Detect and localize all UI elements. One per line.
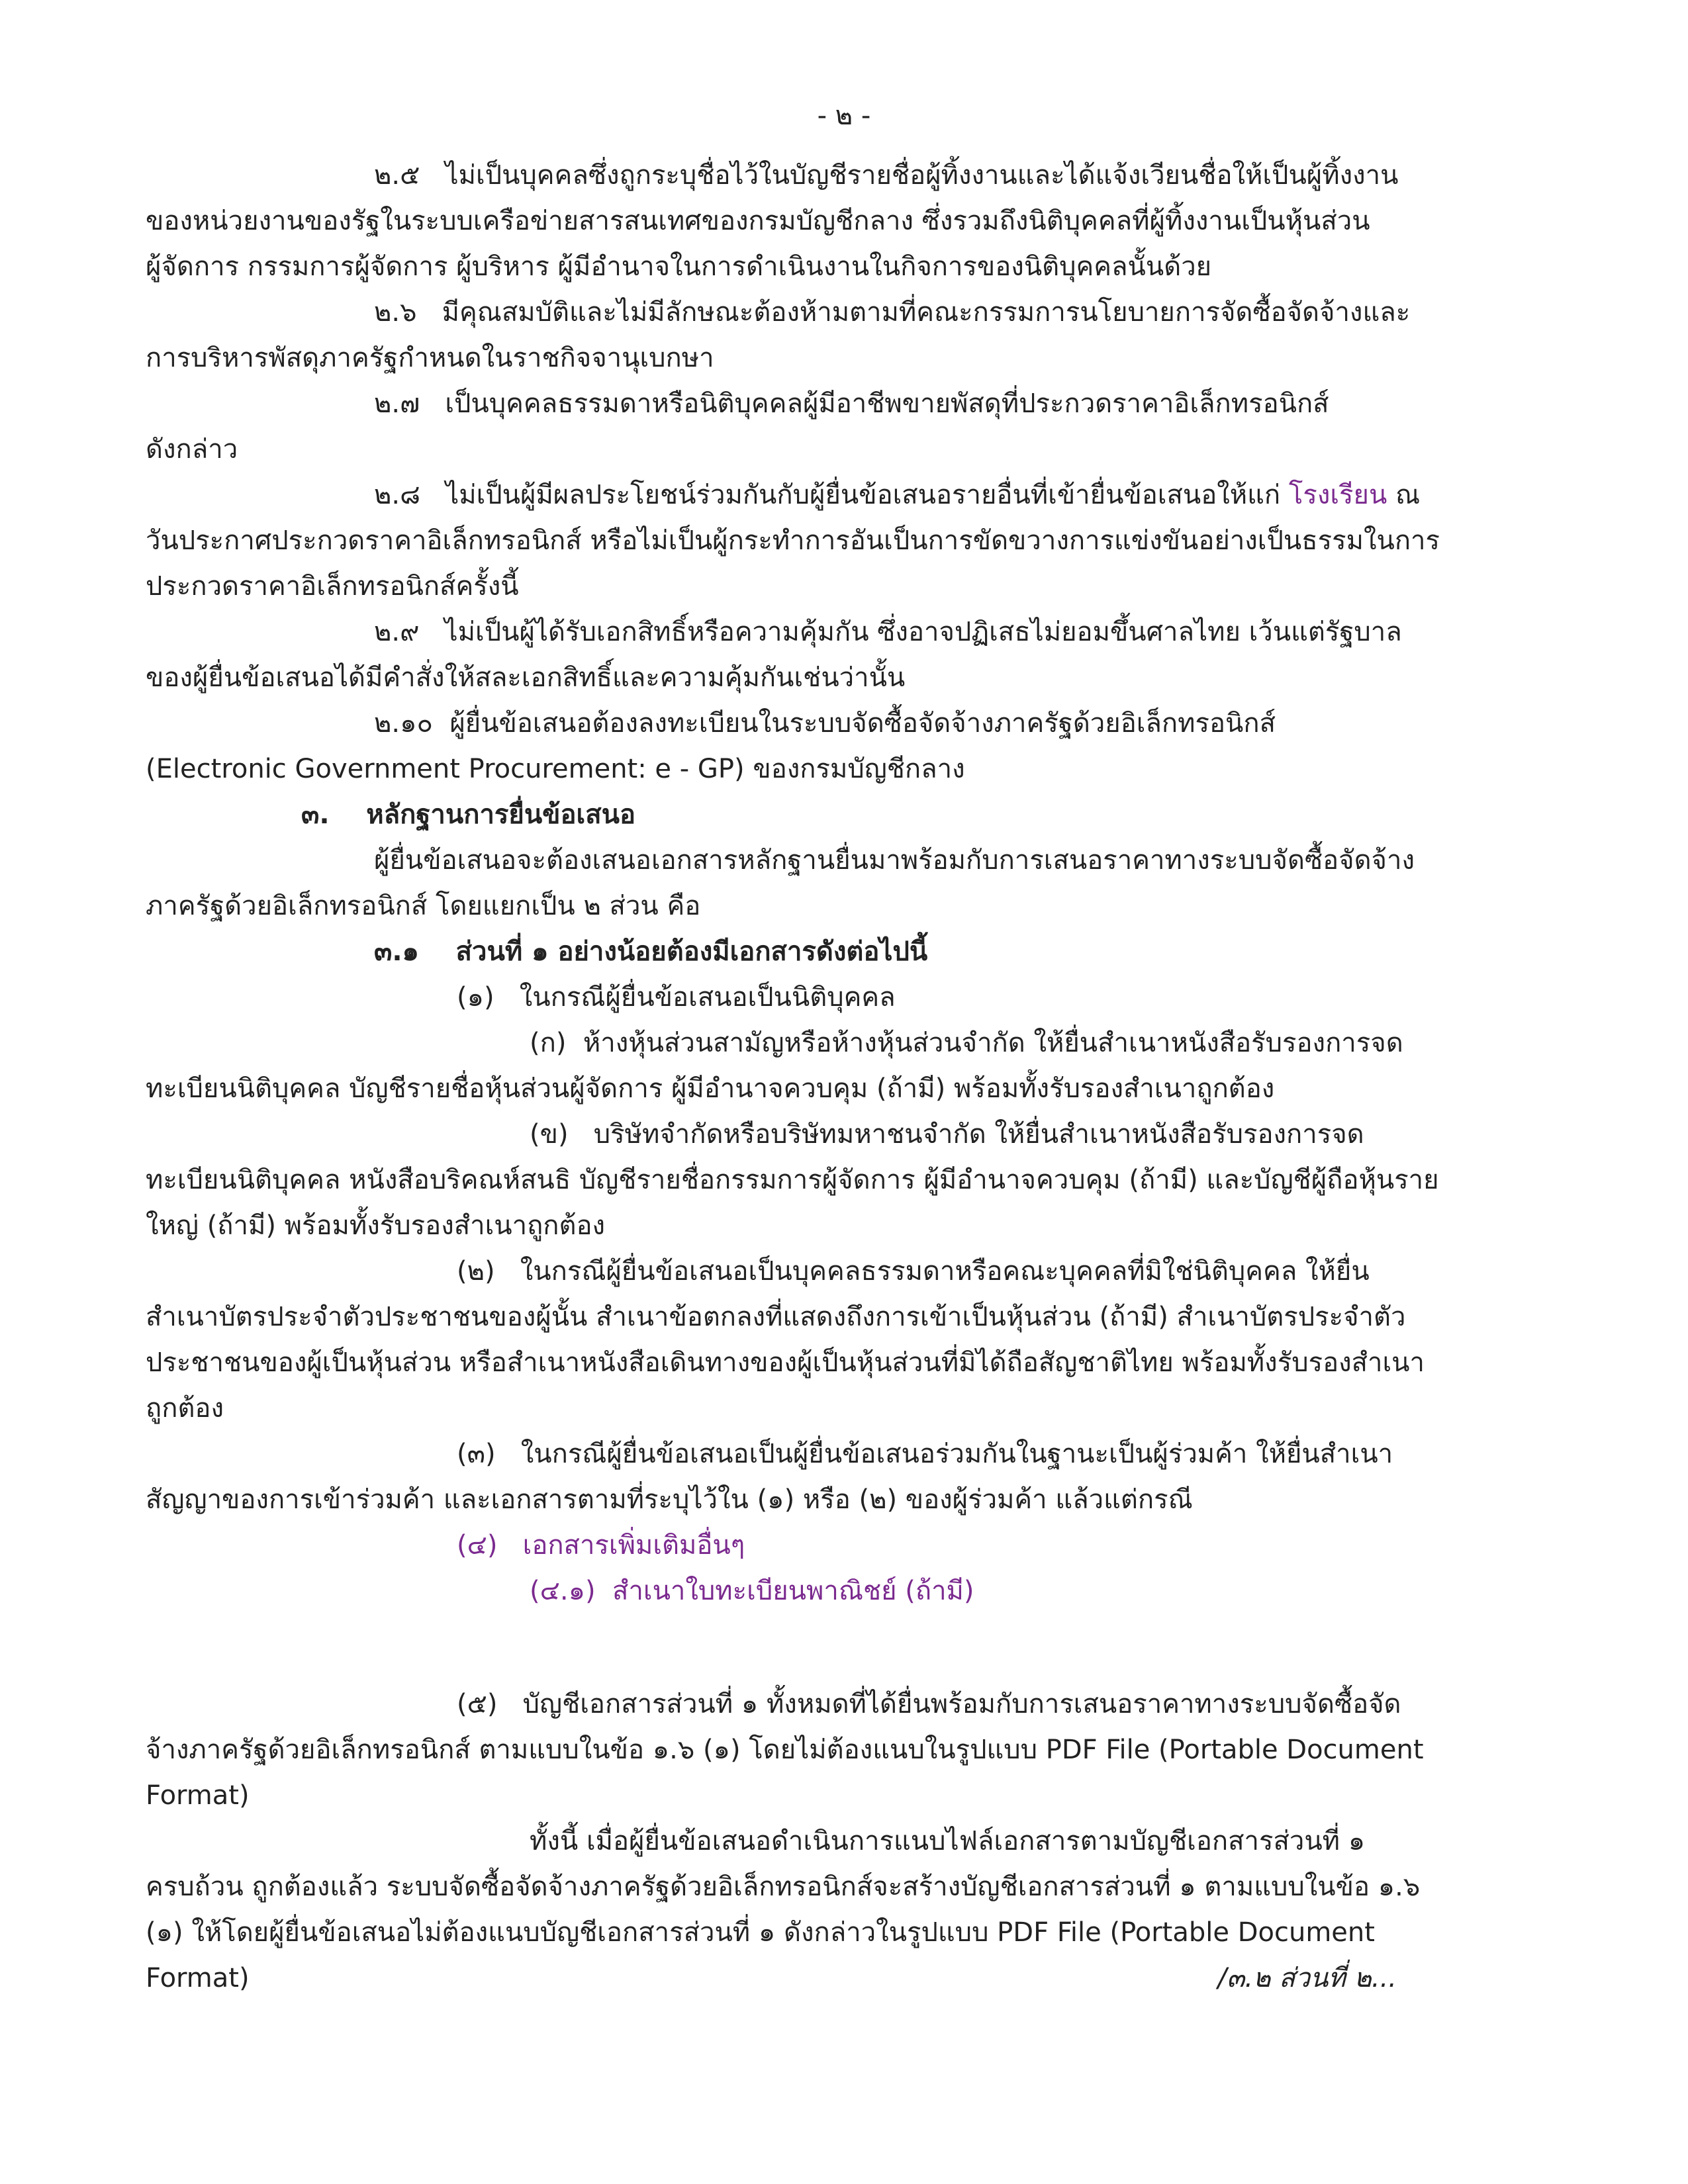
section-3-line-2: ภาครัฐด้วยอิเล็กทรอนิกส์ โดยแยกเป็น ๒ ส่วน คือ: [146, 891, 701, 921]
section-text: เป็นบุคคลธรรมดาหรือนิติบุคคลผู้มีอาชีพขายพัสดุที่ประกวดราคาอิเล็กทรอนิกส์: [445, 388, 1329, 419]
item-number: (ก): [530, 1028, 567, 1058]
section-2-10-line-2: (Electronic Government Procurement: e - GP) ของกรมบัญชีกลาง: [146, 754, 965, 784]
item-4-line-1: [457, 1522, 745, 1569]
section-text: ไม่เป็นบุคคลซึ่งถูกระบุชื่อไว้ในบัญชีรายชื่อผู้ทิ้งงานและได้แจ้งเวียนชื่อให้เป็นผู้ทิ้งงาน: [445, 160, 1399, 191]
section-2-8-line-2: วันประกาศประกวดราคาอิเล็กทรอนิกส์ หรือไม่เป็นผู้กระทำการอันเป็นการขัดขวางการแข่งขันอย่างเป็นธรรมในการ: [146, 525, 1440, 556]
note-line-1: ทั้งนี้ เมื่อผู้ยื่นข้อเสนอดำเนินการแนบไฟล์เอกสารตามบัญชีเอกสารส่วนที่ ๑: [530, 1826, 1366, 1856]
note-line-3: (๑) ให้โดยผู้ยื่นข้อเสนอไม่ต้องแนบบัญชีเอกสารส่วนที่ ๑ ดังกล่าวในรูปแบบ PDF File (Portable Document: [146, 1917, 1375, 1948]
section-title: ส่วนที่ ๑ อย่างน้อยต้องมีเอกสารดังต่อไปนี้: [455, 936, 928, 967]
section-text-tail: ณ: [1395, 480, 1421, 510]
item-number: (๒): [457, 1256, 495, 1287]
section-title: หลักฐานการยื่นข้อเสนอ: [366, 799, 635, 830]
item-number: (๕): [457, 1689, 498, 1719]
section-2-8-line-3: ประกวดราคาอิเล็กทรอนิกส์ครั้งนี้: [146, 571, 519, 602]
section-number: ๒.๕: [374, 160, 420, 191]
school-name: โรงเรียน: [1288, 480, 1387, 510]
item-text: เอกสารเพิ่มเติมอื่นๆ: [522, 1530, 745, 1561]
section-3-1-heading: [374, 929, 927, 975]
item-1b-line-1: [530, 1111, 1364, 1158]
item-1b-line-3: ใหญ่ (ถ้ามี) พร้อมทั้งรับรองสำเนาถูกต้อง: [146, 1210, 606, 1241]
section-2-7-line-2: ดังกล่าว: [146, 434, 238, 465]
item-2-line-4: ถูกต้อง: [146, 1393, 224, 1424]
section-text: มีคุณสมบัติและไม่มีลักษณะต้องห้ามตามที่คณะกรรมการนโยบายการจัดซื้อจัดจ้างและ: [442, 297, 1411, 328]
section-number: ๒.๘: [374, 480, 420, 510]
item-2-line-1: [457, 1248, 1370, 1295]
item-text: ในกรณีผู้ยื่นข้อเสนอเป็นนิติบุคคล: [519, 982, 896, 1013]
section-2-8-line-1: [374, 472, 1420, 518]
note-line-2: ครบถ้วน ถูกต้องแล้ว ระบบจัดซื้อจัดจ้างภาครัฐด้วยอิเล็กทรอนิกส์จะสร้างบัญชีเอกสารส่วนที่ ๑ ตามแบบในข้อ ๑.๖: [146, 1872, 1421, 1902]
continuation-marker: /๓.๒ ส่วนที่ ๒...: [1217, 1963, 1397, 1993]
item-text: ห้างหุ้นส่วนสามัญหรือห้างหุ้นส่วนจำกัด ให้ยื่นสำเนาหนังสือรับรองการจด: [583, 1028, 1403, 1058]
item-4-1-line-1: [530, 1568, 974, 1614]
item-1b-line-2: ทะเบียนนิติบุคคล หนังสือบริคณห์สนธิ บัญชีรายชื่อกรรมการผู้จัดการ ผู้มีอำนาจควบคุม (ถ้ามี) และบัญชีผู้ถือหุ้นราย: [146, 1165, 1439, 1195]
section-2-6-line-2: การบริหารพัสดุภาครัฐกำหนดในราชกิจจานุเบกษา: [146, 343, 714, 373]
item-text: บัญชีเอกสารส่วนที่ ๑ ทั้งหมดที่ได้ยื่นพร้อมกับการเสนอราคาทางระบบจัดซื้อจัด: [522, 1689, 1401, 1719]
section-2-10-line-1: [374, 700, 1276, 747]
section-2-5-line-3: ผู้จัดการ กรรมการผู้จัดการ ผู้บริหาร ผู้มีอำนาจในการดำเนินงานในกิจการของนิติบุคคลนั้นด้วย: [146, 251, 1212, 282]
item-5-line-2: จ้างภาครัฐด้วยอิเล็กทรอนิกส์ ตามแบบในข้อ ๑.๖ (๑) โดยไม่ต้องแนบในรูปแบบ PDF File (Portable Document: [146, 1735, 1424, 1765]
section-text: ผู้ยื่นข้อเสนอต้องลงทะเบียนในระบบจัดซื้อจัดจ้างภาครัฐด้วยอิเล็กทรอนิกส์: [449, 708, 1276, 739]
item-text: บริษัทจำกัดหรือบริษัทมหาชนจำกัด ให้ยื่นสำเนาหนังสือรับรองการจด: [593, 1119, 1364, 1150]
item-2-line-3: ประชาชนของผู้เป็นหุ้นส่วน หรือสำเนาหนังสือเดินทางของผู้เป็นหุ้นส่วนที่มิได้ถือสัญชาติไทย พร้อมทั้งรับรองสำเนา: [146, 1347, 1425, 1378]
page-number: - ๒ -: [817, 101, 871, 131]
item-2-line-2: สำเนาบัตรประจำตัวประชาชนของผู้นั้น สำเนาข้อตกลงที่แสดงถึงการเข้าเป็นหุ้นส่วน (ถ้ามี) สำเนาบัตรประจำตัว: [146, 1302, 1406, 1332]
section-text: ไม่เป็นผู้มีผลประโยชน์ร่วมกันกับผู้ยื่นข้อเสนอรายอื่นที่เข้ายื่นข้อเสนอให้แก่: [445, 480, 1281, 510]
item-1a-line-2: ทะเบียนนิติบุคคล บัญชีรายชื่อหุ้นส่วนผู้จัดการ ผู้มีอำนาจควบคุม (ถ้ามี) พร้อมทั้งรับรองสำเนาถูกต้อง: [146, 1073, 1275, 1104]
section-3-line-1: ผู้ยื่นข้อเสนอจะต้องเสนอเอกสารหลักฐานยื่นมาพร้อมกับการเสนอราคาทางระบบจัดซื้อจัดจ้าง: [374, 845, 1415, 876]
item-text: สำเนาใบทะเบียนพาณิชย์ (ถ้ามี): [612, 1576, 974, 1606]
section-number: ๒.๖: [374, 297, 417, 328]
item-text: ในกรณีผู้ยื่นข้อเสนอเป็นผู้ยื่นข้อเสนอร่วมกันในฐานะเป็นผู้ร่วมค้า ให้ยื่นสำเนา: [520, 1439, 1393, 1469]
item-number: (๔): [457, 1530, 498, 1561]
section-2-6-line-1: [374, 289, 1410, 336]
item-number: (๑): [457, 982, 494, 1013]
section-2-7-line-1: [374, 381, 1329, 427]
section-2-9-line-2: ของผู้ยื่นข้อเสนอได้มีคำสั่งให้สละเอกสิทธิ์และความคุ้มกันเช่นว่านั้น: [146, 662, 906, 693]
section-2-9-line-1: [374, 609, 1402, 655]
section-3-heading: [301, 792, 635, 838]
item-5-line-1: [457, 1681, 1401, 1727]
section-2-5-line-2: ของหน่วยงานของรัฐในระบบเครือข่ายสารสนเทศของกรมบัญชีกลาง ซึ่งรวมถึงนิติบุคคลที่ผู้ทิ้งงานเป็นหุ้นส่วน: [146, 206, 1370, 236]
item-number: (ข): [530, 1119, 569, 1150]
item-1-line-1: [457, 974, 896, 1021]
section-number: ๓.๑: [374, 936, 419, 967]
section-number: ๒.๙: [374, 617, 420, 647]
item-number: (๔.๑): [530, 1576, 596, 1606]
note-line-4: Format): [146, 1963, 250, 1993]
section-number: ๒.๗: [374, 388, 420, 419]
section-2-5-line-1: [374, 152, 1398, 199]
section-number: ๓.: [301, 799, 330, 830]
item-3-line-1: [457, 1431, 1393, 1477]
item-1a-line-1: [530, 1020, 1403, 1066]
item-5-line-3: Format): [146, 1780, 250, 1811]
item-number: (๓): [457, 1439, 496, 1469]
section-text: ไม่เป็นผู้ได้รับเอกสิทธิ์หรือความคุ้มกัน ซึ่งอาจปฏิเสธไม่ยอมขึ้นศาลไทย เว้นแต่รัฐบาล: [444, 617, 1402, 647]
item-3-line-2: สัญญาของการเข้าร่วมค้า และเอกสารตามที่ระบุไว้ใน (๑) หรือ (๒) ของผู้ร่วมค้า แล้วแต่กรณี: [146, 1484, 1193, 1515]
item-text: ในกรณีผู้ยื่นข้อเสนอเป็นบุคคลธรรมดาหรือคณะบุคคลที่มิใช่นิติบุคคล ให้ยื่น: [520, 1256, 1370, 1287]
section-number: ๒.๑๐: [374, 708, 433, 739]
